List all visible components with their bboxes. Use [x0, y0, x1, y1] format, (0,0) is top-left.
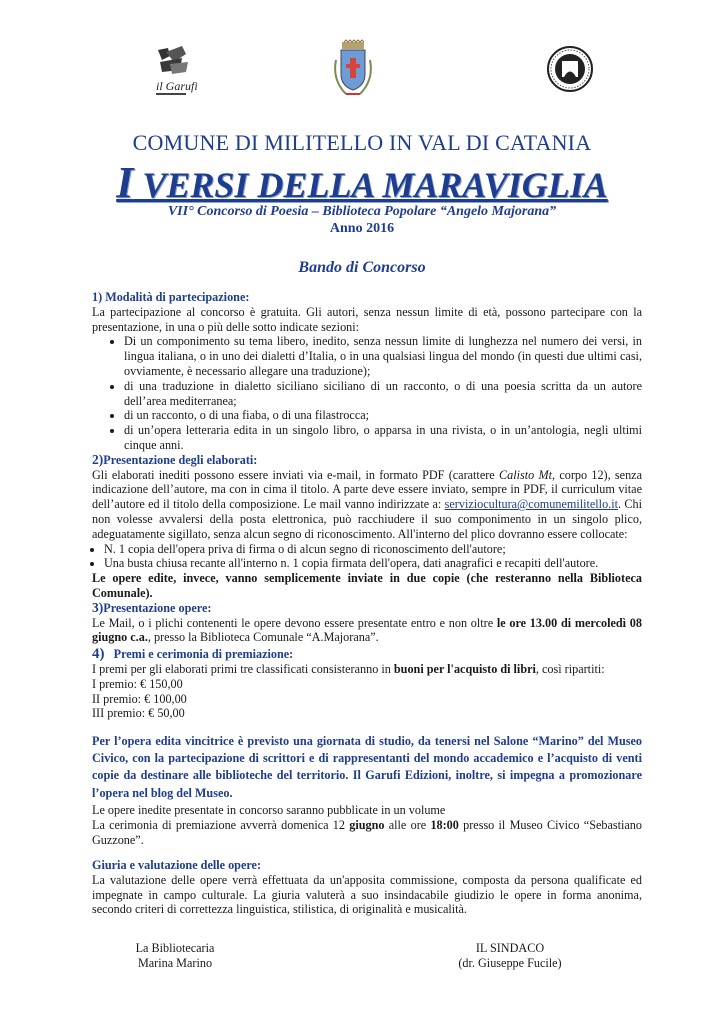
section-4-text: [92, 662, 642, 677]
cerimonia-month: giugno: [349, 817, 385, 832]
section-3-text-b: , presso la Biblioteca Comunale “A.Majorana”.: [147, 630, 379, 645]
list-item: • N. 1 copia dell'opera priva di firma o di alcun segno di riconoscimento dell'autore;: [104, 542, 642, 557]
cerimonia-text-c: presso il Museo Civico “Sebastiano Guzzone”.: [92, 817, 642, 847]
bando-body: [92, 290, 642, 721]
signature-name: Marina Marino: [137, 956, 213, 970]
section-1-list: [92, 334, 642, 452]
contest-subtitle: VII° Concorso di Poesia – Biblioteca Popolare “Angelo Majorana”: [167, 204, 557, 219]
signature-sindaco: [440, 941, 580, 971]
font-name: Calisto Mt: [498, 467, 553, 482]
section-4-num: 4): [92, 646, 105, 663]
deadline: le ore 13.00 di mercoledì 08 giugno c.a.: [92, 615, 642, 645]
giuria-text: La valutazione delle opere verrà effettuata da un'apposita commissione, composta da persona qualificate ed impegnate in campo culturale. La giuria valuterà a suo insindacabile giudizio le opere in forma anonima, secondo criteri di correttezza linguistica, stilistica, di originalità e musicalità.: [92, 872, 642, 917]
section-2-text-b: , corpo 12), senza indicazione dell’autore, ma con in cima il titolo. A parte deve essere inviato, sempre in PDF, il curriculum vitae dell’autore ed il titolo della composizione. Le mail vanno indirizzate a:: [92, 467, 642, 512]
section-1-num: 1): [92, 290, 103, 304]
section-2-heading: [92, 453, 642, 468]
section-2-list: [92, 542, 642, 572]
edita-text: Per l’opera edita vincitrice è previsto una giornata di studio, da tenersi nel Salone “Marino” del Museo Civico, con la partecipazione di scrittori e di rappresentanti del mondo accademico e l’acquisto di venti copie da destinare alle biblioteche del territorio. Il Garufi Edizioni, inoltre, si impegna a promozionare l’opera nel blog del Museo.: [92, 734, 642, 800]
cerimonia-text: [92, 818, 642, 848]
section-3-title: Presentazione opere:: [103, 600, 212, 615]
prize-line: III premio: € 50,00: [92, 706, 185, 721]
list-item: • Di un componimento su tema libero, inedito, senza nessun limite di lunghezza nel numero dei versi, in lingua italiana, o in uno dei dialetti d’Italia, o in una qualsiasi lingua del mondo (in questi due ultimi casi, ovviamente, è necessario allegare una traduzione);: [124, 334, 642, 378]
giuria-heading: Giuria e valutazione delle opere:: [92, 858, 262, 872]
section-1-heading: [92, 290, 642, 305]
list-item: • di un racconto, o di una fiaba, o di una filastrocca;: [124, 408, 642, 423]
title-rest: VERSI DELLA MARAVIGLIA: [133, 165, 608, 205]
section-2-text: [92, 468, 642, 542]
title-first-letter: I: [116, 158, 134, 207]
contest-title: [0, 157, 724, 208]
section-4-text-a: I premi per gli elaborati primi tre classificati consisteranno in: [92, 661, 394, 676]
section-4-text-b: , così ripartiti:: [535, 661, 605, 676]
section-3-text: [92, 616, 642, 646]
section-2-title: Presentazione degli elaborati:: [103, 452, 258, 467]
unesco-world-heritage-emblem: [547, 46, 593, 92]
cerimonia-time: 18:00: [430, 817, 459, 832]
bando-heading: Bando di Concorso: [298, 259, 426, 276]
list-item: • di una traduzione in dialetto siciliano siciliano di un racconto, o di una poesia scritta da un autore dell’area mediterranea;: [124, 379, 642, 409]
cerimonia-text-b: alle ore: [384, 817, 431, 832]
section-2-note: Le opere edite, invece, vanno semplicemente inviate in due copie (che resteranno nella Biblioteca Comunale).: [92, 571, 642, 600]
il-garufi-logo: [152, 46, 198, 100]
section-4-heading: [92, 647, 642, 662]
prize-line: II premio: € 100,00: [92, 691, 187, 706]
buoni-libri: buoni per l'acquisto di libri: [393, 661, 536, 676]
volume-text: Le opere inedite presentate in concorso saranno pubblicate in un volume: [92, 803, 446, 817]
section-3-heading: [92, 601, 642, 616]
cerimonia-text-a: La cerimonia di premiazione avverrà domenica 12: [92, 817, 350, 832]
signature-name: (dr. Giuseppe Fucile): [458, 956, 562, 970]
municipal-coat-of-arms: [330, 40, 376, 100]
section-1-title: Modalità di partecipazione:: [102, 290, 250, 304]
section-3-text-a: Le Mail, o i plichi contenenti le opere devono essere presentate entro e non oltre: [92, 615, 497, 630]
signature-role: IL SINDACO: [475, 941, 545, 955]
section-3-num: 3): [92, 599, 104, 615]
signature-role: La Bibliotecaria: [135, 941, 215, 955]
edita-paragraph: [92, 733, 642, 802]
giuria-section: [92, 858, 642, 917]
signature-bibliotecaria: [120, 941, 230, 971]
logo-text: il Garufi: [156, 79, 198, 93]
section-4-title: Premi e cerimonia di premiazione:: [113, 647, 294, 662]
email-link[interactable]: serviziocultura@comunemilitello.it: [444, 497, 618, 512]
section-1-intro: La partecipazione al concorso è gratuita. Gli autori, senza nessun limite di età, possono partecipare con la presentazione, in una o più delle sotto indicate sezioni:: [92, 304, 642, 334]
comune-heading: COMUNE DI MILITELLO IN VAL DI CATANIA: [132, 130, 592, 155]
list-item: • di un’opera letteraria edita in un singolo libro, o apparsa in una rivista, o in un’antologia, negli ultimi cinque anni.: [124, 423, 642, 453]
section-2-text-a: Gli elaborati inediti possono essere inviati via e-mail, in formato PDF (carattere: [92, 467, 499, 482]
prize-line: I premio: € 150,00: [92, 676, 183, 691]
volume-paragraph: [92, 803, 642, 847]
list-item: • Una busta chiusa recante all'interno n. 1 copia firmata dell'opera, dati anagrafici e recapiti dell'autore.: [104, 556, 642, 571]
section-2-text-c: . Chi non volesse avvalersi della posta elettronica, può racchiudere il suo componimento in un singolo plico, adeguatamente sigillato, senza alcun segno di riconoscimento. All'interno del plico dovranno essere collocate:: [92, 497, 642, 541]
section-2-num: 2): [92, 451, 104, 467]
contest-year: Anno 2016: [329, 221, 395, 236]
logo-row: [0, 40, 724, 100]
